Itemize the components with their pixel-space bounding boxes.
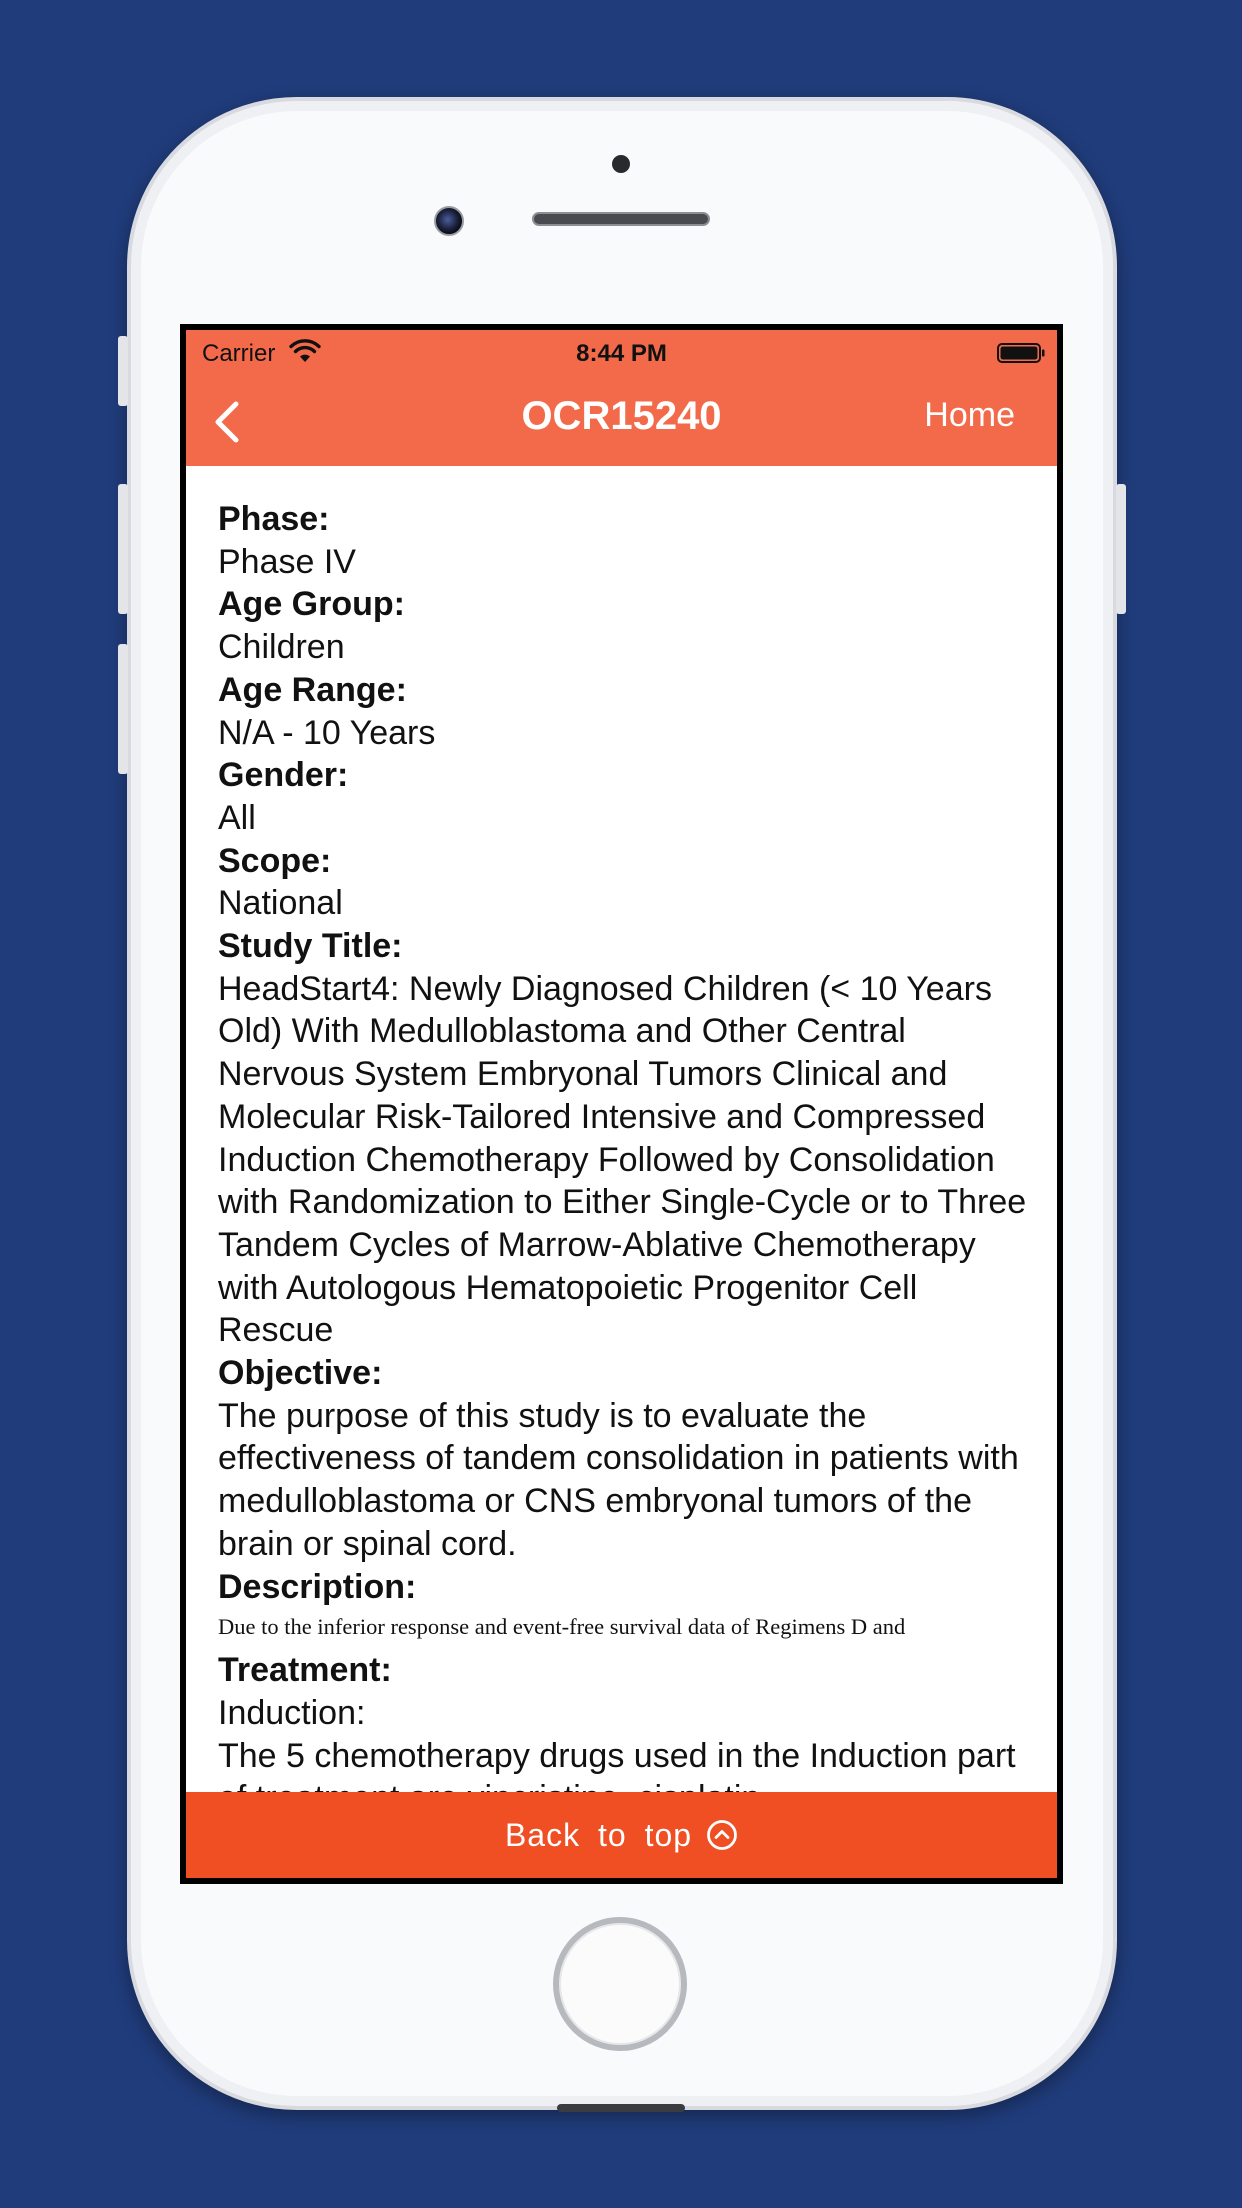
home-nav-button[interactable]: Home: [924, 396, 1015, 434]
study-title-label: Study Title:: [218, 927, 403, 966]
age-group-value: Children: [218, 628, 345, 667]
treatment-value-text: The 5 chemotherapy drugs used in the Induction part: [218, 1736, 1016, 1775]
age-range-value: N/A - 10 Years: [218, 713, 436, 752]
scope-label: Scope:: [218, 841, 332, 880]
phone-screen: [180, 324, 1063, 1884]
header: [186, 330, 1057, 466]
objective-value: The purpose of this study is to evaluate the effectiveness of tandem consolidation in patients with medulloblastoma or CNS embryonal tumors of the brain or spinal cord.: [218, 1396, 1019, 1563]
treatment-label: Treatment:: [218, 1651, 392, 1690]
volume-up-button: [118, 484, 128, 614]
study-title-value: HeadStart4: Newly Diagnosed Children (< 10 Years Old) With Medulloblastoma and Other Central Nervous System Embryonal Tumors Clinical and Molecular Risk-Tailored Intensive and Compressed Induction Chemotherapy Followed by Consolidation with Randomization to Either Single-Cycle or to Three Tandem Cycles of Marrow-Ablative Chemotherapy with Autologous Hematopoietic Progenitor Cell Rescue: [218, 969, 1027, 1350]
back-to-top-button[interactable]: [186, 1792, 1057, 1878]
volume-down-button: [118, 644, 128, 774]
scope-value: National: [218, 884, 343, 923]
navigation-bar: [186, 374, 1057, 466]
bottom-edge: [557, 2104, 685, 2112]
mute-switch: [118, 336, 128, 406]
status-time: 8:44 PM: [576, 340, 667, 367]
description-value: Due to the inferior response and event-free survival data of Regimens D and: [218, 1614, 906, 1640]
objective-label: Objective:: [218, 1354, 383, 1393]
front-camera: [434, 206, 464, 236]
age-group-label: Age Group:: [218, 585, 405, 624]
proximity-sensor: [612, 155, 630, 173]
power-button: [1116, 484, 1126, 614]
home-button[interactable]: [553, 1917, 687, 2051]
app-screen: [186, 330, 1057, 1878]
battery-icon: [997, 343, 1045, 363]
detail-content[interactable]: [186, 466, 1057, 1792]
earpiece-speaker: [532, 212, 710, 226]
gender-label: Gender:: [218, 756, 349, 795]
carrier-label: Carrier: [202, 340, 276, 367]
chevron-up-circle-icon: [706, 1819, 738, 1851]
description-label: Description:: [218, 1567, 417, 1606]
phase-value: Phase IV: [218, 542, 356, 581]
page-title: OCR15240: [521, 394, 722, 438]
gender-value: All: [218, 798, 256, 837]
age-range-label: Age Range:: [218, 670, 407, 709]
back-to-top-label: Back to top: [504, 1816, 693, 1853]
treatment-value-heading: Induction:: [218, 1693, 366, 1732]
status-bar: [186, 330, 1057, 374]
phase-label: Phase:: [218, 500, 330, 538]
